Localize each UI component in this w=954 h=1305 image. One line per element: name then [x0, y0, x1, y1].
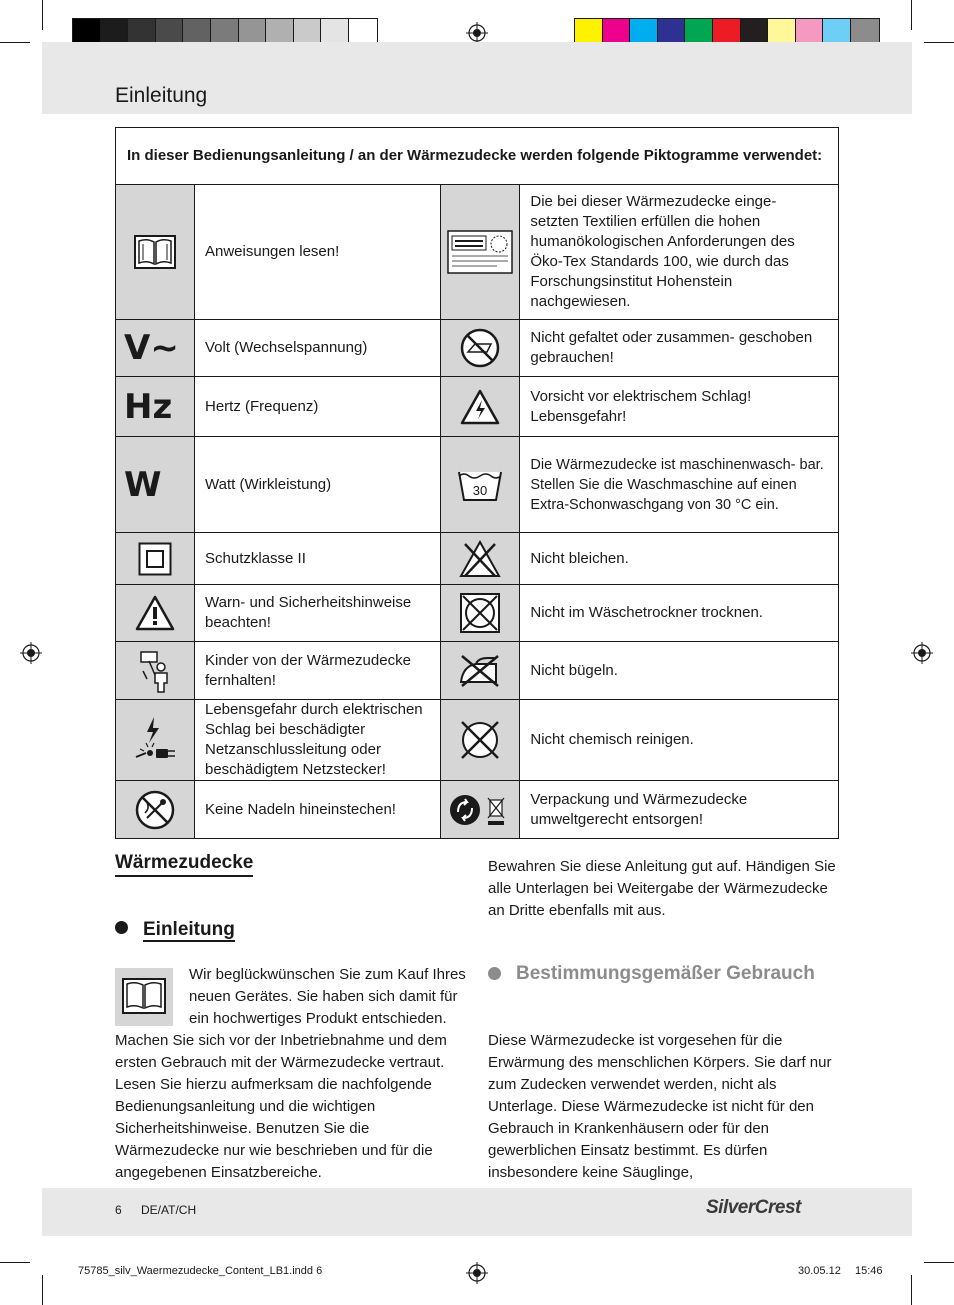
crop-mark	[911, 1275, 912, 1305]
cell-text: Die Wärmezudecke ist maschinenwasch- bar. Stellen Sie die Waschmaschine auf einen Extra-Schonwaschgang von 30 °C ein.	[520, 437, 839, 533]
section-heading-einleitung	[115, 919, 235, 941]
crop-mark	[924, 1262, 954, 1263]
cell-text: Nicht gefaltet oder zusammen- geschoben gebrauchen!	[520, 320, 839, 377]
cell-text: Nicht bleichen.	[520, 533, 839, 585]
cell-text: Verpackung und Wärmezudecke umweltgerecht entsorgen!	[520, 781, 839, 839]
crop-mark	[42, 1275, 43, 1305]
cell-text: Watt (Wirkleistung)	[195, 437, 441, 533]
hertz-symbol: Hz	[116, 377, 195, 437]
cell-text: Nicht bügeln.	[520, 642, 839, 700]
cell-text: Anweisungen lesen!	[195, 185, 441, 320]
table-row	[116, 185, 839, 320]
damaged-cable-icon	[116, 700, 195, 781]
cell-text: Nicht im Wäschetrockner trocknen.	[520, 585, 839, 642]
cell-text: Warn- und Sicherheitshinweise beachten!	[195, 585, 441, 642]
table-row	[116, 700, 839, 781]
no-tumble-dry-icon	[441, 585, 520, 642]
crop-mark	[0, 1262, 30, 1263]
no-iron-icon	[441, 642, 520, 700]
slug-date: 30.05.12	[798, 1265, 841, 1277]
intro-paragraph-1: Wir beglückwünschen Sie zum Kauf Ihres neuen Gerätes. Sie haben sich damit für ein hochwertiges Produkt entschieden.	[189, 966, 466, 1027]
keep-manual-paragraph: Bewahren Sie diese Anleitung gut auf. Händigen Sie alle Unterlagen bei Weitergabe der Wärmezudecke an Dritte ebenfalls mit aus.	[488, 858, 836, 919]
page-title: Einleitung	[115, 84, 208, 107]
registration-mark-icon	[20, 642, 42, 664]
table-row	[116, 585, 839, 642]
cell-text: Keine Nadeln hineinstechen!	[195, 781, 441, 839]
no-bleach-icon	[441, 533, 520, 585]
oekotex-label-icon	[441, 185, 520, 320]
slug-time: 15:46	[855, 1265, 883, 1277]
table-row	[116, 642, 839, 700]
cell-text: Die bei dieser Wärmezudecke einge- setzten Textilien erfüllen die hohen humanökologischen Anforderungen des Öko-Tex Standards 100, wie durch das Forschungsinstitut Hohenstein nachgewiesen.	[520, 185, 839, 320]
crop-mark	[911, 0, 912, 30]
recycling-disposal-icon	[441, 781, 520, 839]
wash-30-icon	[441, 437, 520, 533]
table-row	[116, 781, 839, 839]
cell-text: Vorsicht vor elektrischem Schlag! Lebensgefahr!	[520, 377, 839, 437]
table-row	[116, 437, 839, 533]
no-dry-clean-icon	[441, 700, 520, 781]
crop-mark	[42, 0, 43, 30]
section-heading-text: Einleitung	[143, 919, 235, 940]
watt-symbol: W	[116, 437, 195, 533]
book-icon	[116, 185, 195, 320]
volt-ac-symbol: V~	[116, 320, 195, 377]
protection-class-ii-icon	[116, 533, 195, 585]
pictogram-table	[115, 127, 839, 839]
cell-text: Lebensgefahr durch elektrischen Schlag bei beschädigter Netzanschlussleitung oder beschädigtem Netzstecker!	[195, 700, 441, 781]
keep-away-children-icon	[116, 642, 195, 700]
cell-text: Nicht chemisch reinigen.	[520, 700, 839, 781]
table-row	[116, 320, 839, 377]
table-heading: In dieser Bedienungsanleitung / an der Wärmezudecke werden folgende Piktogramme verwendet:	[116, 128, 839, 185]
intended-use-paragraph: Diese Wärmezudecke ist vorgesehen für die Erwärmung des menschlichen Körpers. Sie darf nur zum Zudecken verwendet werden, nicht als Unterlage. Diese Wärmezudecke ist nicht für den Gebrauch in Krankenhäusern oder für den gewerblichen Einsatz bestimmt. Es dürfen insbesondere keine Säuglinge,	[488, 1032, 832, 1181]
no-needles-icon	[116, 781, 195, 839]
main-heading: Wärmezudecke	[115, 852, 253, 877]
crop-mark	[0, 42, 30, 43]
cell-text: Hertz (Frequenz)	[195, 377, 441, 437]
slug-filename: 75785_silv_Waermezudecke_Content_LB1.indd 6	[78, 1265, 323, 1277]
region-code: DE/AT/CH	[141, 1203, 197, 1217]
section-heading-text: Bestimmungsgemäßer Gebrauch	[516, 963, 815, 984]
no-fold-icon	[441, 320, 520, 377]
electric-shock-warning-icon	[441, 377, 520, 437]
cell-text: Schutzklasse II	[195, 533, 441, 585]
page-number: 6	[115, 1203, 122, 1217]
crop-mark	[924, 42, 954, 43]
book-icon	[115, 968, 173, 1026]
cell-text: Kinder von der Wärmezudecke fernhalten!	[195, 642, 441, 700]
intro-paragraph-2: Machen Sie sich vor der Inbetriebnahme und dem ersten Gebrauch mit der Wärmezudecke vertraut. Lesen Sie hierzu aufmerksam die nachfolgende Bedienungsanleitung und die wichtigen Sicherheitshinweise. Benutzen Sie die Wärmezudecke nur wie beschrieben und für die angegebenen Einsatzbereiche.	[115, 1032, 447, 1181]
registration-mark-icon	[466, 1262, 488, 1284]
cell-text: Volt (Wechselspannung)	[195, 320, 441, 377]
registration-mark-icon	[911, 642, 933, 664]
table-row	[116, 377, 839, 437]
brand-logo: SilverCrest	[706, 1197, 801, 1218]
registration-mark-icon	[466, 22, 488, 44]
section-heading-intended-use	[488, 963, 818, 985]
bullet-icon	[488, 967, 501, 980]
table-row	[116, 533, 839, 585]
warning-icon	[116, 585, 195, 642]
bullet-icon	[115, 921, 128, 934]
wash-temperature-label: 30	[473, 482, 488, 498]
